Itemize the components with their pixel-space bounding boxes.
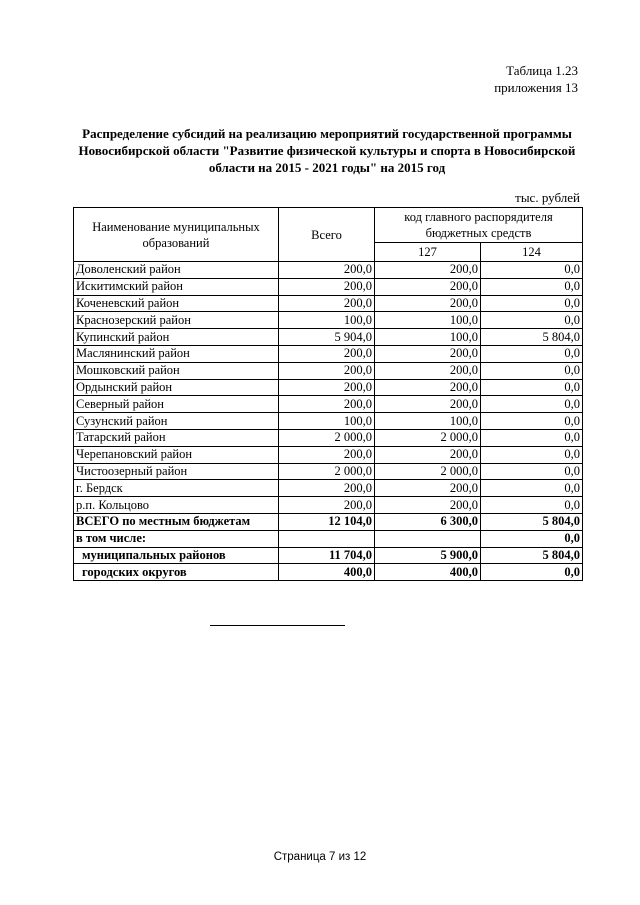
cell-municipality: городских округов: [74, 564, 279, 581]
cell-code-127: 200,0: [375, 345, 481, 362]
table-row: [74, 262, 583, 279]
table-row: [74, 547, 583, 564]
subsidies-table: [73, 207, 583, 581]
table-row: [74, 564, 583, 581]
cell-municipality: в том числе:: [74, 530, 279, 547]
cell-code-124: 0,0: [481, 345, 583, 362]
cell-code-124: 0,0: [481, 396, 583, 413]
table-row: [74, 413, 583, 430]
cell-municipality: р.п. Кольцово: [74, 497, 279, 514]
cell-total: 200,0: [279, 278, 375, 295]
cell-code-124: 0,0: [481, 278, 583, 295]
cell-total: 200,0: [279, 379, 375, 396]
header-code-127: 127: [375, 243, 481, 262]
cell-total: 12 104,0: [279, 513, 375, 530]
cell-code-127: 100,0: [375, 413, 481, 430]
cell-total: 200,0: [279, 345, 375, 362]
units-label: тыс. рублей: [515, 190, 580, 205]
cell-total: 200,0: [279, 497, 375, 514]
table-row: [74, 345, 583, 362]
cell-code-124: 0,0: [481, 564, 583, 581]
cell-total: 2 000,0: [279, 429, 375, 446]
table-number: Таблица 1.23: [506, 63, 578, 78]
cell-code-124: 0,0: [481, 429, 583, 446]
cell-code-124: 0,0: [481, 480, 583, 497]
table-row: [74, 463, 583, 480]
cell-total: 200,0: [279, 446, 375, 463]
cell-code-124: 0,0: [481, 446, 583, 463]
cell-municipality: Сузунский район: [74, 413, 279, 430]
cell-total: 200,0: [279, 295, 375, 312]
cell-code-127: 2 000,0: [375, 429, 481, 446]
cell-total: 200,0: [279, 480, 375, 497]
cell-total: 200,0: [279, 396, 375, 413]
cell-total: 100,0: [279, 312, 375, 329]
cell-code-127: 200,0: [375, 497, 481, 514]
cell-code-124: 0,0: [481, 463, 583, 480]
table-body: [74, 262, 583, 581]
header-code-124: 124: [481, 243, 583, 262]
cell-municipality: Доволенский район: [74, 262, 279, 279]
cell-code-124: 0,0: [481, 497, 583, 514]
cell-code-127: 200,0: [375, 362, 481, 379]
table-row: [74, 446, 583, 463]
cell-code-124: 0,0: [481, 413, 583, 430]
cell-municipality: Искитимский район: [74, 278, 279, 295]
cell-code-127: 200,0: [375, 446, 481, 463]
cell-municipality: Мошковский район: [74, 362, 279, 379]
header-budget-code: код главного распорядителя бюджетных средств: [375, 208, 583, 243]
cell-code-127: 6 300,0: [375, 513, 481, 530]
cell-municipality: Купинский район: [74, 329, 279, 346]
table-row: [74, 312, 583, 329]
cell-code-124: 5 804,0: [481, 329, 583, 346]
cell-municipality: муниципальных районов: [74, 547, 279, 564]
cell-code-124: 5 804,0: [481, 547, 583, 564]
cell-total: 100,0: [279, 413, 375, 430]
table-reference: [494, 62, 578, 96]
cell-code-127: 5 900,0: [375, 547, 481, 564]
table-row: [74, 513, 583, 530]
table-row: [74, 295, 583, 312]
table-row: [74, 429, 583, 446]
cell-code-127: 400,0: [375, 564, 481, 581]
table-row: [74, 530, 583, 547]
cell-municipality: Ордынский район: [74, 379, 279, 396]
page-number: Страница 7 из 12: [273, 851, 367, 863]
table-row: [74, 497, 583, 514]
cell-code-124: 5 804,0: [481, 513, 583, 530]
table-row: [74, 362, 583, 379]
cell-code-124: 0,0: [481, 379, 583, 396]
appendix-number: приложения 13: [494, 80, 578, 95]
cell-total: 5 904,0: [279, 329, 375, 346]
cell-municipality: Черепановский район: [74, 446, 279, 463]
table-row: [74, 480, 583, 497]
cell-code-127: 200,0: [375, 278, 481, 295]
table-row: [74, 396, 583, 413]
cell-municipality: Коченевский район: [74, 295, 279, 312]
cell-code-127: 200,0: [375, 396, 481, 413]
cell-municipality: ВСЕГО по местным бюджетам: [74, 513, 279, 530]
title-line-2: Новосибирской области "Развитие физической культуры и спорта в Новосибирской: [78, 143, 576, 158]
cell-municipality: Маслянинский район: [74, 345, 279, 362]
cell-code-127: 100,0: [375, 329, 481, 346]
table-row: [74, 329, 583, 346]
cell-code-127: 200,0: [375, 480, 481, 497]
cell-code-127: 200,0: [375, 295, 481, 312]
document-title: [72, 125, 582, 176]
cell-code-124: 0,0: [481, 295, 583, 312]
title-line-1: Распределение субсидий на реализацию мероприятий государственной программы: [82, 126, 572, 141]
header-total: Всего: [279, 208, 375, 262]
cell-municipality: г. Бердск: [74, 480, 279, 497]
cell-code-127: 2 000,0: [375, 463, 481, 480]
header-municipality: Наименование муниципальных образований: [74, 208, 279, 262]
cell-municipality: Татарский район: [74, 429, 279, 446]
table-row: [74, 278, 583, 295]
cell-total: [279, 530, 375, 547]
cell-total: 2 000,0: [279, 463, 375, 480]
cell-code-127: 100,0: [375, 312, 481, 329]
cell-total: 200,0: [279, 262, 375, 279]
cell-municipality: Чистоозерный район: [74, 463, 279, 480]
cell-code-124: 0,0: [481, 362, 583, 379]
cell-municipality: Краснозерский район: [74, 312, 279, 329]
title-line-3: области на 2015 - 2021 годы" на 2015 год: [208, 160, 446, 175]
cell-code-124: 0,0: [481, 262, 583, 279]
cell-code-127: 200,0: [375, 379, 481, 396]
cell-code-124: 0,0: [481, 312, 583, 329]
table-row: [74, 379, 583, 396]
cell-total: 200,0: [279, 362, 375, 379]
cell-total: 400,0: [279, 564, 375, 581]
signature-line: [210, 625, 345, 626]
cell-code-127: 200,0: [375, 262, 481, 279]
cell-code-124: 0,0: [481, 530, 583, 547]
cell-code-127: [375, 530, 481, 547]
cell-total: 11 704,0: [279, 547, 375, 564]
cell-municipality: Северный район: [74, 396, 279, 413]
